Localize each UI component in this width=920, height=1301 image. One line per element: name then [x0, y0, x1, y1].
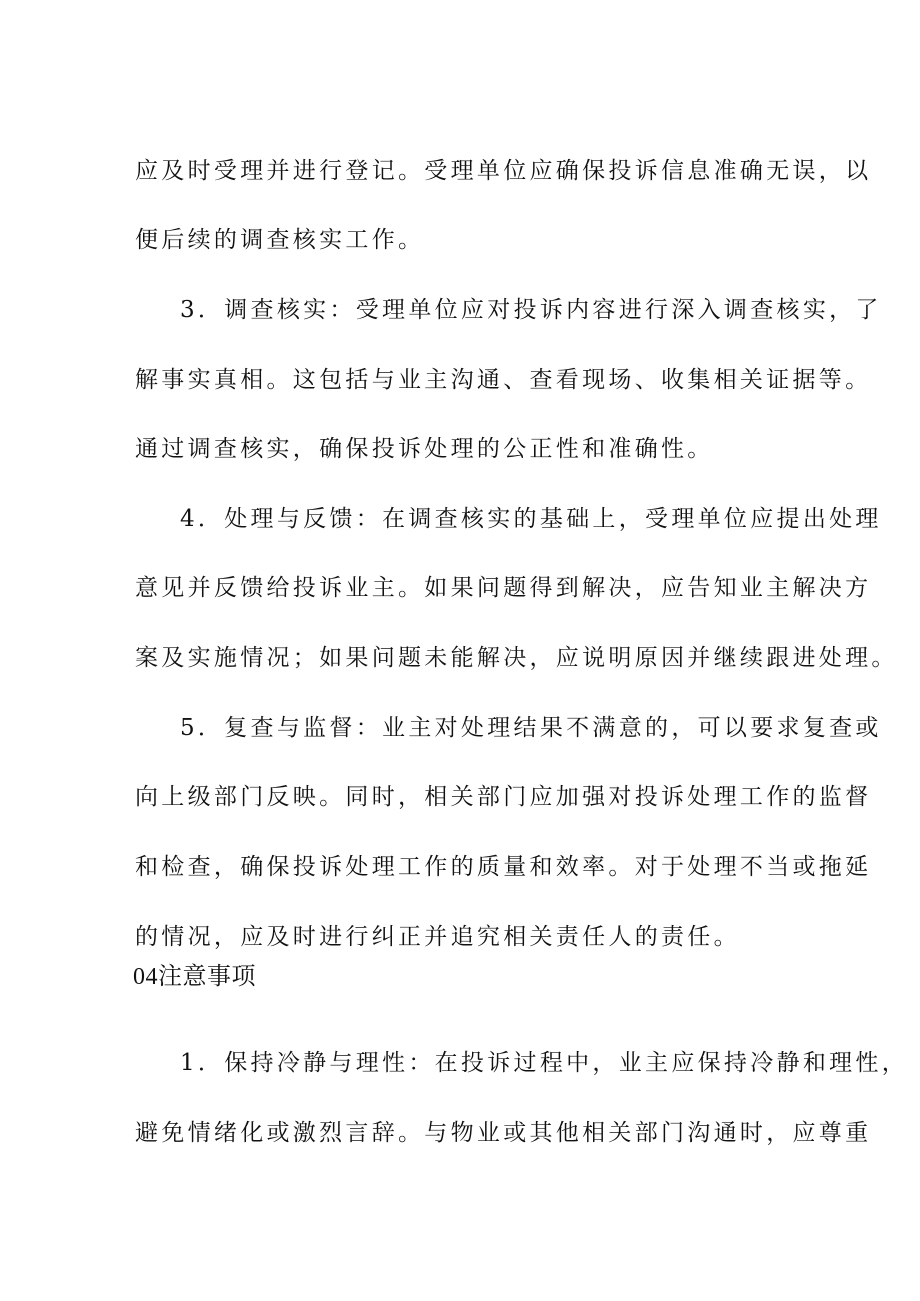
paragraph-line: 案及实施情况；如果问题未能解决，应说明原因并继续跟进处理。 — [135, 645, 898, 671]
paragraph-line: 3．调查核实：受理单位应对投诉内容进行深入调查核实，了 — [180, 297, 882, 323]
paragraph-line: 解事实真相。这包括与业主沟通、查看现场、收集相关证据等。 — [135, 367, 872, 393]
paragraph-line: 意见并反馈给投诉业主。如果问题得到解决，应告知业主解决方 — [135, 575, 872, 601]
paragraph-line: 避免情绪化或激烈言辞。与物业或其他相关部门沟通时，应尊重 — [135, 1120, 872, 1146]
paragraph-line: 应及时受理并进行登记。受理单位应确保投诉信息准确无误，以 — [135, 158, 872, 184]
paragraph-line: 和检查，确保投诉处理工作的质量和效率。对于处理不当或拖延 — [135, 854, 872, 880]
paragraph-line: 5．复查与监督：业主对处理结果不满意的，可以要求复查或 — [180, 715, 882, 741]
paragraph-line: 的情况，应及时进行纠正并追究相关责任人的责任。 — [135, 924, 740, 950]
paragraph-line: 4．处理与反馈：在调查核实的基础上，受理单位应提出处理 — [180, 506, 882, 532]
paragraph-line: 便后续的调查核实工作。 — [135, 227, 425, 253]
paragraph-line: 通过调查核实，确保投诉处理的公正性和准确性。 — [135, 436, 714, 462]
paragraph-line: 1．保持冷静与理性：在投诉过程中，业主应保持冷静和理性， — [180, 1050, 909, 1076]
section-heading: 04注意事项 — [133, 964, 256, 990]
paragraph-line: 向上级部门反映。同时，相关部门应加强对投诉处理工作的监督 — [135, 784, 872, 810]
